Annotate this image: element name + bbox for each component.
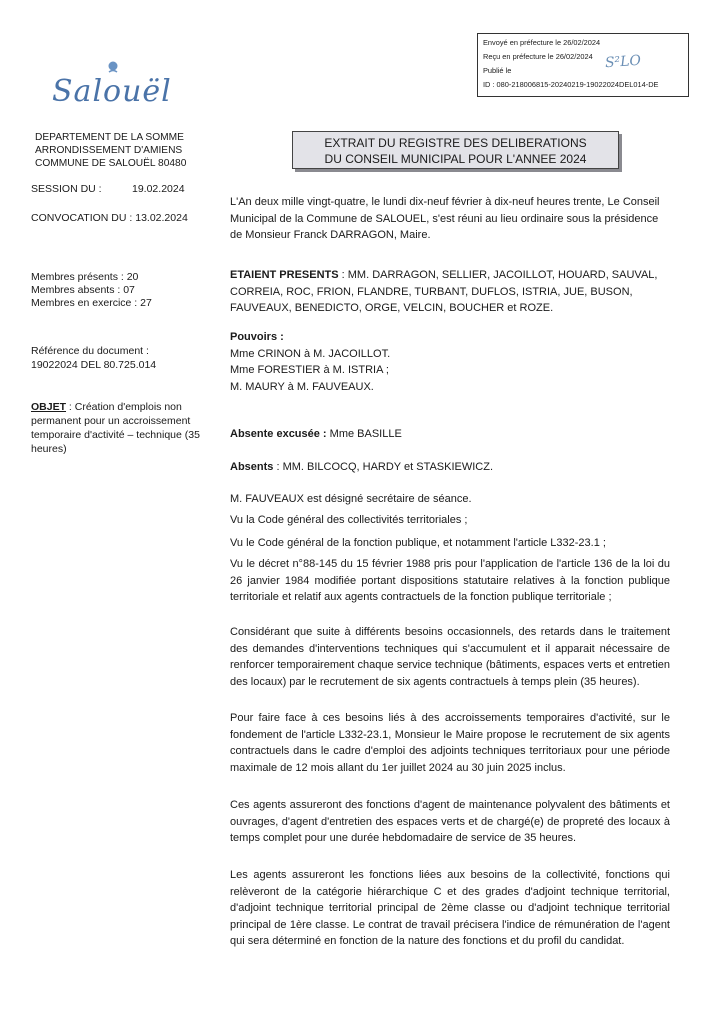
excusee-label: Absente excusée : — [230, 428, 327, 440]
header-line-2: DU CONSEIL MUNICIPAL POUR L'ANNEE 2024 — [324, 152, 587, 166]
members-count — [31, 271, 152, 310]
excusee-paragraph — [230, 426, 670, 443]
intro-paragraph: L'An deux mille vingt-quatre, le lundi dix-neuf février à dix-neuf heures trente, Le Conseil Municipal de la Commune de SALOUEL, s'est réuni au lieu ordinaire sous la présidence de Monsieur Franck DARRAGON, Maire. — [230, 196, 660, 241]
convocation-date: CONVOCATION DU : 13.02.2024 — [31, 212, 188, 224]
absents-text: : MM. BILCOCQ, HARDY et STASKIEWICZ. — [273, 461, 494, 473]
present-list: : MM. DARRAGON, SELLIER, JACOILLOT, HOUARD, SAUVAL, CORREIA, ROC, FRION, FLANDRE, TURBANT, DUFLOS, ISTRIA, JUE, BUSON, FAUVEAUX, BENEDICTO, ORGE, VELCIN, BOUCHER et ROZE. — [230, 269, 658, 314]
recrutement-paragraph: Pour faire face à ces besoins liés à des accroissements temporaires d'activité, sur le fondement de l'article L332-23.1, Monsieur le Maire propose le recrutement de six agents contractuels dans le cadre d'emploi des adjoints techniques territoriaux pour une période maximale de 12 mois allant du 1er juillet 2024 au 30 juin 2025 inclus. — [230, 712, 670, 774]
vu-decret: Vu le décret n°88-145 du 15 février 1988 pris pour l'application de l'article 136 de la loi du 26 janvier 1984 modifiée portant dispositions statutaire relatives à la fonction publique territoriale et relatif aux agents contractuels de la fonction publique territoriale ; — [230, 558, 670, 603]
members-absent: Membres absents : 07 — [31, 284, 135, 296]
header-line-1: EXTRAIT DU REGISTRE DES DELIBERATIONS — [324, 136, 587, 150]
absents-label: Absents — [230, 461, 274, 473]
members-exercice: Membres en exercice : 27 — [31, 297, 152, 309]
vu-cgfp: Vu le Code général de la fonction publique, et notamment l'article L332-23.1 ; — [230, 537, 606, 549]
stamp-signature: S²LO — [604, 52, 642, 72]
objet-label: OBJET — [31, 401, 67, 413]
pouvoir-item: Mme CRINON à M. JACOILLOT. — [230, 347, 391, 360]
considerant-paragraph: Considérant que suite à différents besoins occasionnels, des retards dans le traitement des demandes d'interventions techniques qui s'accumulent et il apparait nécessaire de renforcer temporairement chaque service technique (bâtiments, espaces verts et entretien des locaux) par le recrutement de six agents contractuels à temps plein (35 heures). — [230, 626, 670, 688]
department-block — [35, 131, 186, 170]
vu-cgct: Vu la Code général des collectivités territoriales ; — [230, 514, 468, 526]
absents-paragraph — [230, 459, 670, 476]
document-reference — [31, 344, 156, 372]
secretaire-paragraph: M. FAUVEAUX est désigné secrétaire de séance. — [230, 493, 472, 505]
session-value: 19.02.2024 — [132, 183, 185, 195]
pouvoirs-block — [230, 329, 670, 395]
present-paragraph — [230, 267, 670, 317]
present-label: ETAIENT PRESENTS — [230, 269, 339, 281]
session-label: SESSION DU : — [31, 183, 102, 195]
department-line: DEPARTEMENT DE LA SOMME — [35, 132, 184, 143]
logo-emblem-icon — [106, 60, 120, 74]
commune-line: COMMUNE DE SALOUËL 80480 — [35, 158, 187, 169]
reference-value: 19022024 DEL 80.725.014 — [31, 359, 157, 371]
fonctions-paragraph: Ces agents assureront des fonctions d'agent de maintenance polyvalent des bâtiments et ouvrages, d'agent d'entretien des espaces verts et de chargé(e) de propreté des locaux à temps complet pour une durée hebdomadaire de service de 35 heures. — [230, 799, 670, 844]
commune-logo-text: Salouël — [52, 74, 172, 109]
grades-paragraph: Les agents assureront les fonctions liées aux besoins de la collectivité, fonctions qui relèveront de la catégorie hiérarchique C et des grades d'adjoint technique territorial, d'adjoint technique territorial principal de 2ème classe ou d'adjoint technique territorial principal de 1ère classe. Le contrat de travail précisera l'indice de rémunération de l'agent qui sera déterminé en fonction de la nature des fonctions et du profil du candidat. — [230, 869, 670, 947]
arrondissement-line: ARRONDISSEMENT D'AMIENS — [35, 145, 183, 156]
objet-text: : Création d'emplois non permanent pour un accroissement temporaire d'activité – technique (35 heures) — [31, 401, 200, 455]
register-header — [292, 131, 619, 169]
stamp-sent: Envoyé en préfecture le 26/02/2024 — [483, 38, 601, 47]
objet-block — [31, 400, 201, 456]
stamp-published: Publié le — [483, 66, 512, 75]
stamp-id: ID : 080-218006815-20240219-19022024DEL014-DE — [483, 80, 659, 89]
reference-label: Référence du document : — [31, 345, 149, 357]
session-date — [31, 183, 185, 195]
pouvoirs-label: Pouvoirs : — [230, 331, 284, 343]
stamp-received: Reçu en préfecture le 26/02/2024 — [483, 52, 593, 61]
members-present: Membres présents : 20 — [31, 271, 139, 283]
pouvoir-item: M. MAURY à M. FAUVEAUX. — [230, 380, 374, 393]
excusee-text: Mme BASILLE — [326, 428, 402, 440]
prefecture-stamp — [477, 33, 689, 97]
pouvoir-item: Mme FORESTIER à M. ISTRIA ; — [230, 364, 389, 376]
